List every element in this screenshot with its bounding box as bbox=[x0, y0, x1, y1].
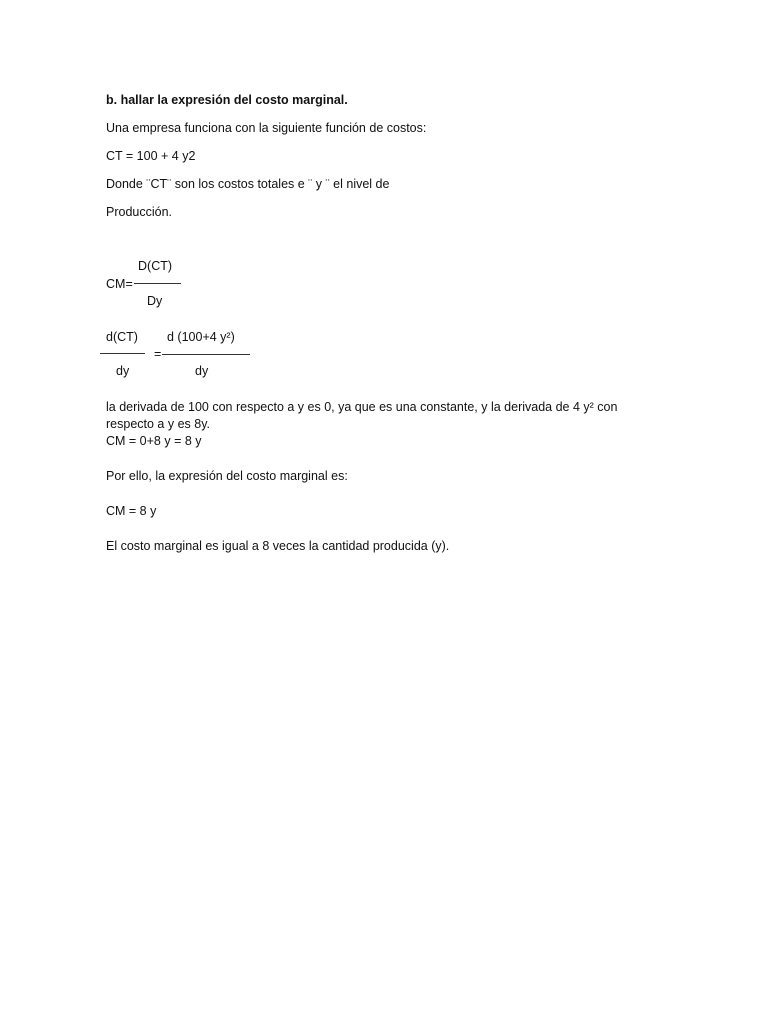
heading: b. hallar la expresión del costo marginal. bbox=[106, 93, 348, 107]
paragraph-derivative: la derivada de 100 con respecto a y es 0, ya que es una constante, y la derivada de 4 y² con bbox=[106, 400, 618, 414]
paragraph-conclusion: Por ello, la expresión del costo marginal es: bbox=[106, 469, 348, 483]
formula2-denominator-left: dy bbox=[116, 364, 130, 378]
formula2-equals: = bbox=[154, 347, 162, 361]
formula2-denominator-right: dy bbox=[195, 364, 209, 378]
cost-function: CT = 100 + 4 y2 bbox=[106, 149, 196, 163]
formula1-numerator: D(CT) bbox=[138, 259, 173, 273]
marginal-cost-calc: CM = 0+8 y = 8 y bbox=[106, 434, 202, 448]
formula2-numerator-right: d (100+4 y²) bbox=[167, 330, 235, 344]
paragraph-intro: Una empresa funciona con la siguiente función de costos: bbox=[106, 121, 427, 135]
marginal-cost-result: CM = 8 y bbox=[106, 504, 157, 518]
paragraph-definition: Donde ¨CT¨ son los costos totales e ¨ y ¨ el nivel de bbox=[106, 177, 390, 191]
paragraph-final: El costo marginal es igual a 8 veces la cantidad producida (y). bbox=[106, 539, 450, 553]
formula1-lhs: CM= bbox=[106, 277, 133, 291]
paragraph-derivative-cont: respecto a y es 8y. bbox=[106, 417, 210, 431]
formula2-fraction-bar-left bbox=[100, 353, 145, 354]
formula1-denominator: Dy bbox=[147, 294, 163, 308]
paragraph-definition-cont: Producción. bbox=[106, 205, 173, 219]
formula2-numerator-left: d(CT) bbox=[106, 330, 138, 344]
formula2-fraction-bar-right bbox=[162, 354, 250, 355]
formula1-fraction-bar bbox=[134, 283, 181, 284]
